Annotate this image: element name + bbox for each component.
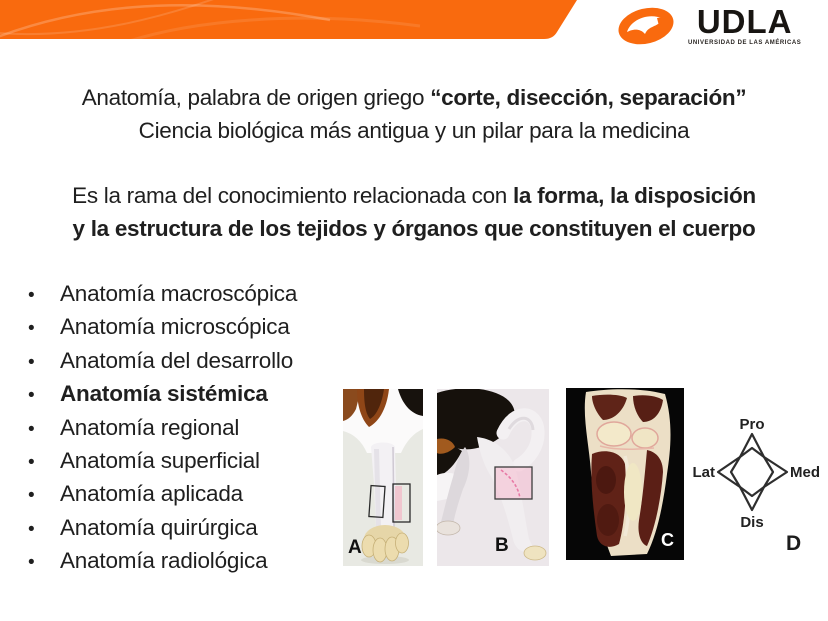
bullet-icon: • (28, 485, 35, 507)
udla-wordmark-block (688, 2, 802, 46)
list-item-label: Anatomía macroscópica (60, 281, 298, 306)
bullet-icon: • (28, 318, 35, 340)
figure-d-label: D (786, 532, 802, 555)
compass-label-proximal: Pro (739, 416, 765, 433)
list-item-label: Anatomía aplicada (60, 481, 243, 507)
compass-label-medial: Med (790, 464, 820, 481)
list-item (22, 515, 297, 548)
definition-paragraph (0, 179, 828, 245)
udla-logo-mark-icon (616, 5, 678, 45)
definition-line-1-bold: la forma, la disposición (512, 183, 756, 208)
compass-label-distal: Dis (740, 514, 764, 531)
intro-line-2-regular: Ciencia biológica más antigua y un pilar para la medicina (138, 118, 690, 143)
compass-arrow-up-icon (740, 434, 764, 457)
compass-arrow-left-icon (718, 457, 740, 487)
bullet-icon: • (28, 385, 35, 407)
intro-line-1 (0, 81, 828, 114)
intro-line-2 (0, 114, 828, 147)
figure-a-dog-forelimb-photo (343, 389, 423, 566)
list-item (22, 381, 297, 414)
figure-b-label: B (495, 535, 509, 556)
list-item-label: Anatomía radiológica (60, 548, 268, 574)
intro-paragraph (0, 81, 828, 147)
intro-line-1-bold: “corte, disección, separación” (430, 85, 747, 110)
list-item (22, 314, 297, 347)
compass-arrow-right-icon (764, 457, 787, 487)
list-item (22, 548, 297, 581)
figure-d-direction-compass (690, 406, 825, 536)
list-item-label: Anatomía sistémica (60, 381, 268, 407)
list-item-label: Anatomía microscópica (60, 314, 290, 340)
udla-logo (616, 4, 801, 46)
udla-subtitle: UNIVERSIDAD DE LAS AMÉRICAS (688, 39, 802, 46)
bullet-icon: • (28, 552, 35, 574)
bullet-icon: • (28, 285, 35, 306)
list-item (22, 348, 297, 381)
figure-b-dog-hindlimb-photo (437, 389, 549, 566)
bullet-icon: • (28, 451, 35, 473)
definition-line-2 (0, 212, 828, 245)
definition-line-1 (0, 179, 828, 212)
udla-wordmark: UDLA (696, 2, 793, 40)
compass-label-lateral: Lat (692, 464, 715, 481)
figure-a-label: A (348, 537, 362, 558)
list-item (22, 481, 297, 514)
intro-line-1-regular: Anatomía, palabra de origen griego (81, 85, 431, 110)
list-item (22, 448, 297, 481)
anatomy-types-list (22, 281, 297, 582)
bullet-icon: • (28, 518, 35, 540)
list-item-label: Anatomía regional (60, 414, 240, 440)
list-item-label: Anatomía superficial (60, 447, 260, 473)
bullet-icon: • (28, 351, 35, 373)
figure-c-limb-cross-section-photo (566, 388, 684, 560)
definition-line-1-regular: Es la rama del conocimiento relacionada con (72, 183, 513, 208)
list-item (22, 281, 297, 314)
list-item-label: Anatomía del desarrollo (60, 347, 294, 373)
highlight-box-icon (495, 467, 532, 499)
list-item (22, 415, 297, 448)
figure-c-label: C (661, 530, 674, 550)
bullet-icon: • (28, 418, 35, 440)
definition-line-2-bold: y la estructura de los tejidos y órganos que constituyen el cuerpo (72, 216, 756, 241)
compass-arrow-down-icon (740, 487, 764, 510)
list-item-label: Anatomía quirúrgica (60, 514, 258, 540)
